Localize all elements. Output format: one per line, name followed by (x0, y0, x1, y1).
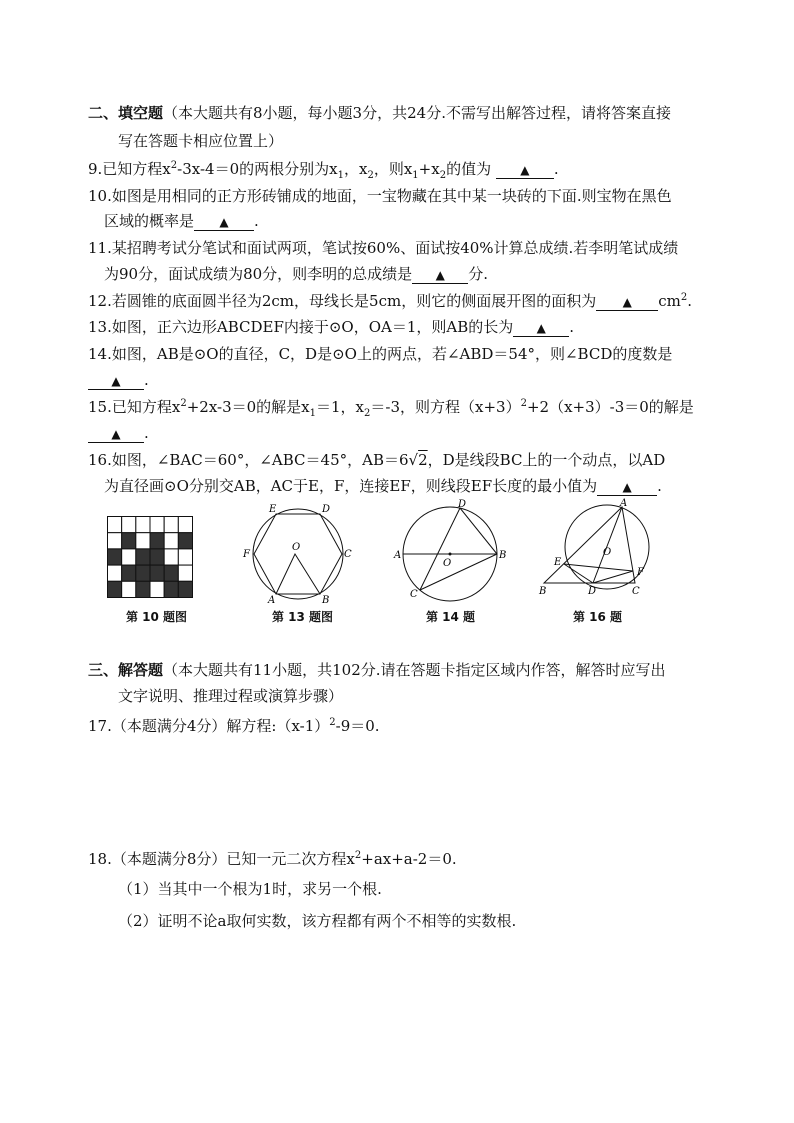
light-tile (178, 565, 192, 581)
label-D: D (588, 586, 597, 597)
figure-13-caption: 第 13 题图 (272, 610, 334, 624)
dark-tile (150, 533, 164, 549)
label-E: E (269, 504, 277, 515)
q14-end: . (144, 371, 149, 389)
figure-14-circle (392, 497, 510, 603)
q15-sup-b: 2 (520, 398, 527, 409)
light-tile (122, 581, 136, 597)
light-tile (122, 517, 136, 533)
dark-tile (122, 533, 136, 549)
light-tile (122, 549, 136, 565)
q10-end: . (254, 212, 259, 230)
dark-tile (108, 549, 122, 565)
dark-tile (122, 565, 136, 581)
figure-14-caption: 第 14 题 (426, 610, 476, 624)
q12-end: . (687, 292, 692, 310)
label-D: D (322, 504, 331, 515)
q9-text-a: 9.已知方程x (88, 160, 171, 178)
light-tile (136, 533, 150, 549)
q15-end: . (144, 424, 149, 442)
question-18-part1: （1）当其中一个根为1时，求另一个根. (118, 880, 382, 898)
label-C: C (632, 586, 640, 597)
label-A: A (620, 498, 628, 509)
q15-text-e: +2（x+3）-3＝0的解是 (526, 398, 694, 416)
blank-triangle-icon: ▲ (536, 321, 546, 335)
light-tile (150, 517, 164, 533)
q9-text-f: 的值为 (446, 160, 492, 178)
answer-blank[interactable] (597, 478, 657, 496)
q16-text-a: 16.如图，∠BAC＝60°，∠ABC＝45°，AB＝6 (88, 451, 409, 469)
q10-line2: 区域的概率是 (104, 212, 195, 230)
section3-desc: （本大题共有11小题，共102分.请在答题卡指定区域内作答，解答时应写出 (163, 661, 666, 679)
figure-16-triangle (536, 497, 654, 603)
question-18-part2: （2）证明不论a取何实数，该方程都有两个不相等的实数根. (118, 912, 517, 930)
figure-16-caption: 第 16 题 (573, 610, 623, 624)
q12-text: 12.若圆锥的底面圆半径为2cm，母线长是5cm，则它的侧面展开图的面积为 (88, 292, 597, 310)
q15-sup-a: 2 (180, 398, 187, 409)
question-15-cont (88, 423, 149, 443)
label-F: F (243, 549, 250, 560)
light-tile (150, 581, 164, 597)
question-17 (88, 716, 380, 736)
label-C: C (410, 589, 418, 600)
q15-text-a: 15.已知方程x (88, 398, 181, 416)
label-A: A (394, 550, 402, 561)
q18-text-a: 18.（本题满分8分）已知一元二次方程x (88, 850, 355, 868)
section2-desc: （本大题共有8小题，每小题3分，共24分.不需写出解答过程，请将答案直接 (163, 104, 671, 122)
q9-sub-b: 2 (367, 170, 374, 181)
light-tile (178, 517, 192, 533)
q16-text-c: ，D是线段BC上的一个动点，以AD (427, 451, 666, 469)
label-O: O (603, 547, 612, 558)
sqrt-icon: √ (408, 451, 419, 469)
answer-blank[interactable] (513, 319, 569, 337)
section2-header (88, 103, 671, 123)
q16-end: . (657, 477, 662, 495)
dark-tile (178, 533, 192, 549)
question-10: 10.如图是用相同的正方形砖铺成的地面，一宝物藏在其中某一块砖的下面.则宝物在黑色 (88, 187, 672, 205)
q9-text-d: ，则x (373, 160, 413, 178)
q18-text-b: +ax+a-2＝0. (361, 850, 457, 868)
dark-tile (178, 581, 192, 597)
question-18 (88, 849, 457, 869)
question-11-cont (104, 264, 488, 284)
q17-sup: 2 (329, 717, 336, 728)
label-C: C (344, 549, 352, 560)
question-11: 11.某招聘考试分笔试和面试两项，笔试按60%、面试按40%计算总成绩.若李明笔试成绩 (88, 239, 679, 257)
q16-line2: 为直径画⊙O分别交AB，AC于E，F，连接EF，则线段EF长度的最小值为 (104, 477, 598, 495)
dark-tile (136, 565, 150, 581)
q11-end: 分. (468, 265, 488, 283)
label-B: B (322, 595, 330, 604)
dark-tile (136, 549, 150, 565)
section3-title: 三、解答题 (88, 661, 164, 679)
q9-sub-c: 1 (412, 170, 419, 181)
answer-blank[interactable] (412, 266, 468, 284)
q15-text-c: ＝1，x (316, 398, 365, 416)
q13-text: 13.如图，正六边形ABCDEF内接于⊙O，OA＝1，则AB的长为 (88, 318, 514, 336)
q9-sub-a: 1 (337, 170, 344, 181)
q11-line2: 为90分，面试成绩为80分，则李明的总成绩是 (104, 265, 413, 283)
light-tile (164, 533, 178, 549)
blank-triangle-icon: ▲ (435, 268, 445, 282)
question-15 (88, 397, 694, 417)
dark-tile (108, 581, 122, 597)
blank-triangle-icon: ▲ (219, 215, 229, 229)
dark-tile (136, 581, 150, 597)
answer-blank[interactable] (496, 161, 554, 179)
blank-triangle-icon: ▲ (622, 480, 632, 494)
q9-sub-d: 2 (439, 170, 447, 181)
label-F: F (637, 567, 644, 578)
light-tile (108, 517, 122, 533)
section2-title: 二、填空题 (88, 104, 164, 122)
answer-blank[interactable] (194, 213, 254, 231)
label-D: D (458, 499, 467, 510)
section2-desc-cont: 写在答题卡相应位置上） (118, 132, 284, 150)
answer-blank[interactable] (88, 425, 144, 443)
blank-triangle-icon: ▲ (622, 295, 632, 309)
figure-10-caption: 第 10 题图 (126, 610, 188, 624)
q16-sqrt-value: 2 (418, 451, 428, 469)
q15-text-d: ＝-3，则方程（x+3） (370, 398, 521, 416)
question-14-cont (88, 370, 149, 390)
blank-triangle-icon: ▲ (520, 163, 530, 177)
label-A: A (268, 595, 276, 604)
question-16-cont (104, 476, 662, 496)
q15-text-b: +2x-3＝0的解是x (186, 398, 310, 416)
q9-end: . (553, 160, 559, 178)
q9-sup: 2 (170, 160, 178, 171)
q9-text-e: +x (418, 160, 440, 178)
blank-triangle-icon: ▲ (111, 427, 121, 441)
question-12 (88, 291, 692, 311)
section3-desc-cont: 文字说明、推理过程或演算步骤） (118, 687, 344, 705)
q12-unit: cm (658, 292, 681, 310)
q15-sub-b: 2 (364, 408, 371, 419)
label-O: O (443, 558, 452, 569)
light-tile (136, 517, 150, 533)
blank-triangle-icon: ▲ (111, 374, 121, 388)
label-B: B (499, 550, 507, 561)
dark-tile (164, 581, 178, 597)
q18-sup: 2 (354, 850, 362, 861)
figure-10-tile-grid (107, 516, 193, 598)
answer-blank[interactable] (596, 293, 658, 311)
question-9 (88, 159, 559, 179)
dark-tile (164, 565, 178, 581)
light-tile (164, 549, 178, 565)
label-E: E (554, 557, 562, 568)
question-10-cont (104, 211, 259, 231)
light-tile (108, 533, 122, 549)
question-16 (88, 450, 665, 470)
q12-sup: 2 (680, 292, 688, 303)
question-13 (88, 317, 574, 337)
light-tile (108, 565, 122, 581)
q17-text-b: -9＝0. (335, 717, 380, 735)
q17-text-a: 17.（本题满分4分）解方程:（x-1） (88, 717, 330, 735)
light-tile (164, 517, 178, 533)
question-14: 14.如图，AB是⊙O的直径，C，D是⊙O上的两点，若∠ABD＝54°，则∠BCD的度数是 (88, 345, 673, 363)
light-tile (178, 549, 192, 565)
q13-end: . (569, 318, 575, 336)
label-O: O (292, 542, 301, 553)
q15-sub-a: 1 (309, 408, 317, 419)
dark-tile (150, 565, 164, 581)
answer-blank[interactable] (88, 372, 144, 390)
dark-tile (150, 549, 164, 565)
label-B: B (539, 586, 547, 597)
section3-header (88, 660, 666, 680)
figure-13-hexagon (240, 500, 358, 604)
q9-text-c: ，x (343, 160, 368, 178)
q9-text-b: -3x-4＝0的两根分别为x (177, 160, 338, 178)
